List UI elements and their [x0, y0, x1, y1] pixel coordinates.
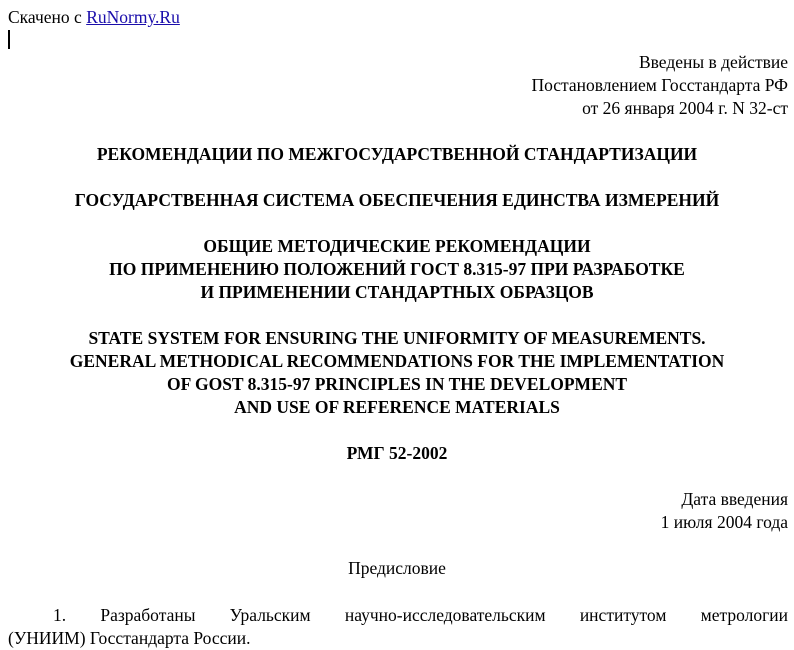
date-line-1: Дата введения: [681, 489, 788, 509]
text-cursor: [8, 30, 10, 49]
en-title-line-3: OF GOST 8.315-97 PRINCIPLES IN THE DEVELOPMENT: [166, 374, 628, 394]
en-title-line-2: GENERAL METHODICAL RECOMMENDATIONS FOR THE IMPLEMENTATION: [69, 351, 725, 371]
foreword-para-1-line-2: (УНИИМ) Госстандарта России.: [8, 628, 251, 648]
en-title-line-1: STATE SYSTEM FOR ENSURING THE UNIFORMITY OF MEASUREMENTS.: [88, 328, 706, 348]
foreword-para-1-line-1: 1. Разработаны Уральским научно-исследовательским институтом метрологии: [53, 605, 788, 625]
document-code: РМГ 52-2002: [346, 443, 448, 463]
en-title-line-4: AND USE OF REFERENCE MATERIALS: [234, 397, 560, 417]
rec-title: РЕКОМЕНДАЦИИ ПО МЕЖГОСУДАРСТВЕННОЙ СТАНДАРТИЗАЦИИ: [96, 144, 698, 164]
intro-line-3: от 26 января 2004 г. N 32-ст: [582, 98, 788, 118]
ru-title-line-3: И ПРИМЕНЕНИИ СТАНДАРТНЫХ ОБРАЗЦОВ: [200, 282, 594, 302]
runormy-link[interactable]: RuNormy.Ru: [86, 7, 180, 27]
ru-title-line-2: ПО ПРИМЕНЕНИЮ ПОЛОЖЕНИЙ ГОСТ 8.315-97 ПРИ РАЗРАБОТКЕ: [109, 259, 685, 279]
ru-title-line-1: ОБЩИЕ МЕТОДИЧЕСКИЕ РЕКОМЕНДАЦИИ: [203, 236, 591, 256]
download-prefix: Скачено с: [8, 7, 82, 27]
download-source-line: [8, 6, 180, 29]
date-line-2: 1 июля 2004 года: [660, 512, 788, 532]
intro-line-1: Введены в действие: [638, 52, 788, 72]
foreword-heading: Предисловие: [348, 558, 446, 578]
system-title: ГОСУДАРСТВЕННАЯ СИСТЕМА ОБЕСПЕЧЕНИЯ ЕДИНСТВА ИЗМЕРЕНИЙ: [74, 190, 720, 210]
intro-line-2: Постановлением Госстандарта РФ: [531, 75, 788, 95]
